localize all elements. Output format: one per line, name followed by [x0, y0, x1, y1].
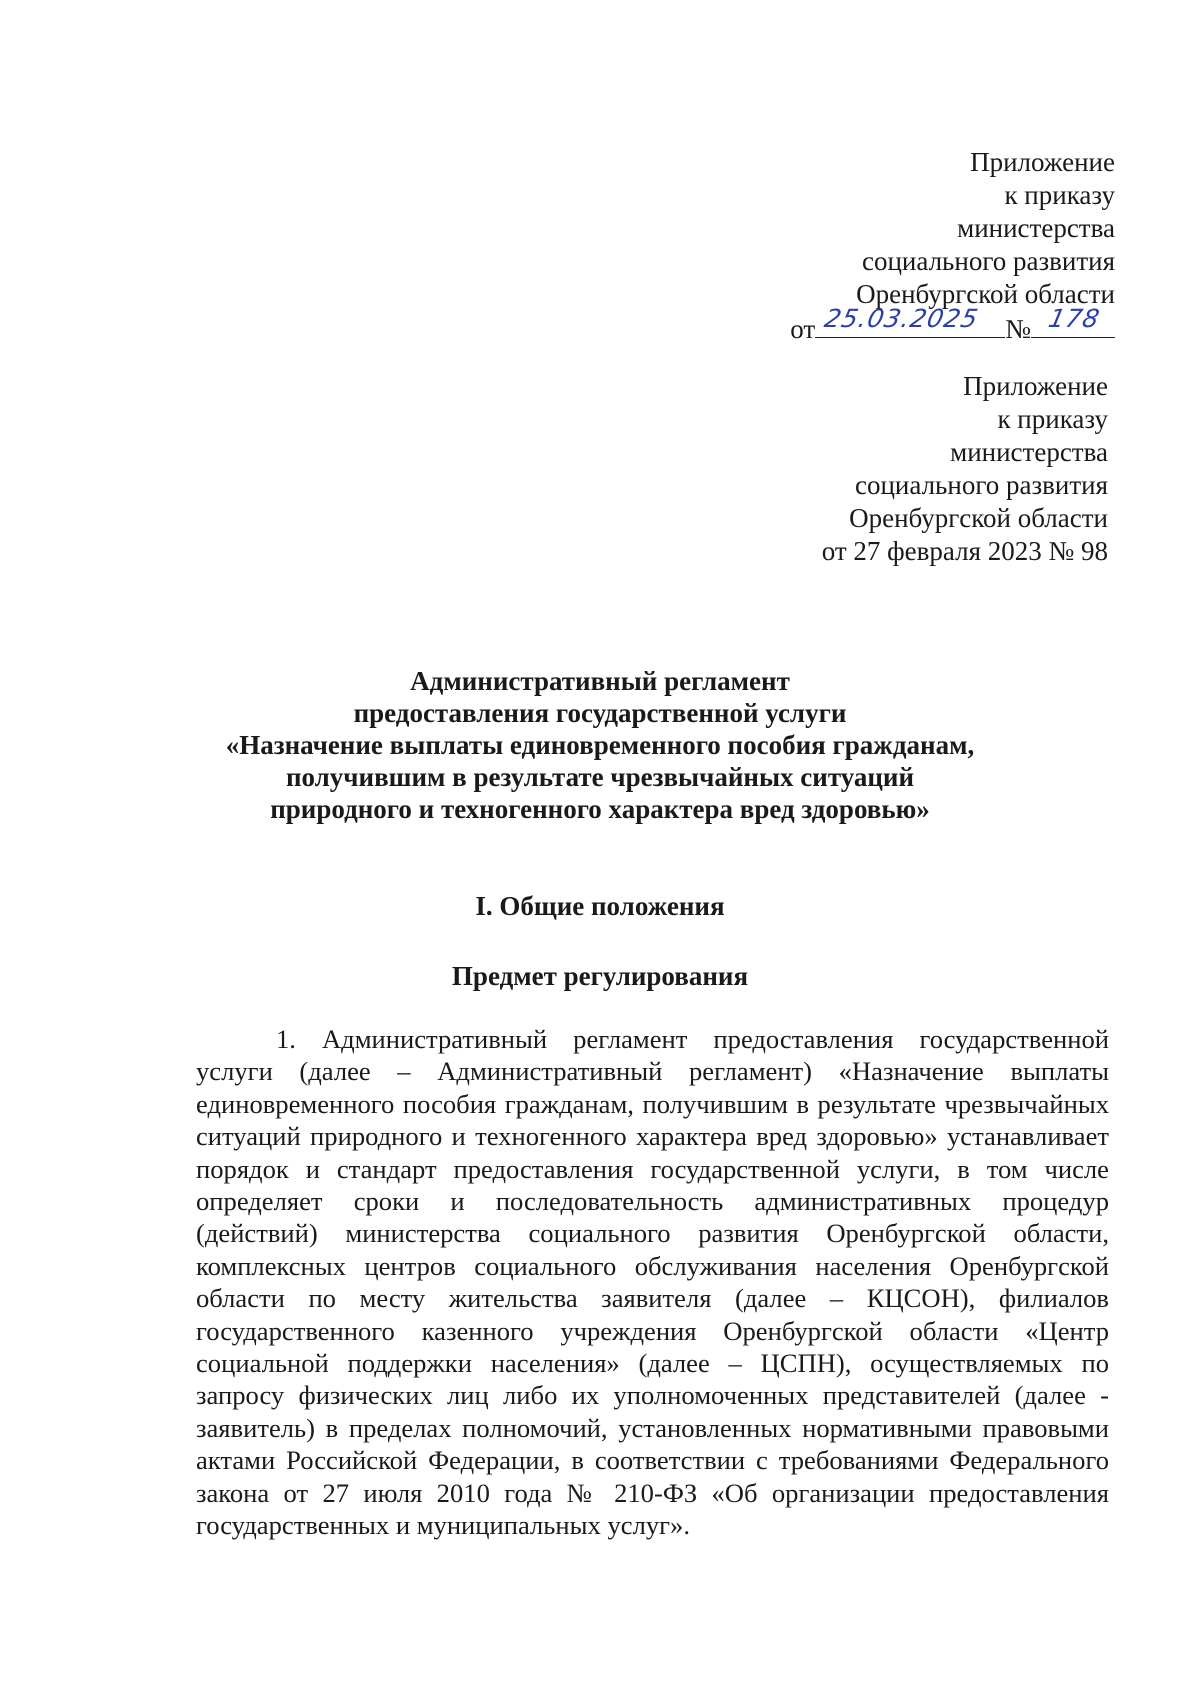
title-line: Административный регламент [410, 666, 790, 696]
date-blank [815, 304, 1005, 338]
appendix-line: министерства [950, 437, 1108, 467]
appendix-line: от 27 февраля 2023 № 98 [821, 536, 1108, 566]
number-blank [1031, 304, 1115, 338]
title-line: природного и техногенного характера вред здоровью» [270, 794, 930, 824]
section-heading: I. Общие положения [475, 891, 725, 921]
appendix-line: Приложение [970, 147, 1115, 177]
handwritten-number: 178 [1045, 304, 1103, 333]
title-line: «Назначение выплаты единовременного пособия гражданам, [225, 730, 975, 760]
appendix-date-line [790, 304, 1115, 346]
appendix-line: к приказу [1004, 180, 1115, 210]
number-sign: № [1005, 314, 1031, 344]
appendix-line: социального развития [854, 470, 1108, 500]
appendix-line: к приказу [997, 404, 1108, 434]
section-subheading: Предмет регулирования [451, 961, 749, 991]
appendix-block-original [822, 370, 1108, 568]
appendix-line: Оренбургской области [849, 503, 1108, 533]
date-prefix: от [790, 314, 816, 344]
title-line: предоставления государственной услуги [353, 698, 847, 728]
appendix-line: Приложение [963, 371, 1108, 401]
appendix-block-new [790, 146, 1115, 346]
appendix-line: социального развития [861, 246, 1115, 276]
appendix-line: министерства [957, 213, 1115, 243]
document-title [140, 665, 1060, 825]
handwritten-date: 25.03.2025 [822, 304, 982, 333]
appendix-line: Оренбургской области [856, 279, 1115, 309]
paragraph-1: 1. Административный регламент предоставления государственной услуги (далее – Административный регламент) «Назначение выплаты единовременного пособия гражданам, получившим в результате чрезвычайных ситуаций природного и техногенного характера вред здоровью» устанавливает порядок и стандарт предоставления государственной услуги, в том числе определяет сроки и последовательность административных процедур (действий) министерства социального развития Оренбургской области, комплексных центров социального обслуживания населения Оренбургской области по месту жительства заявителя (далее – КЦСОН), филиалов государственного казенного учреждения Оренбургской области «Центр социальной поддержки населения» (далее – ЦСПН), осуществляемых по запросу физических лиц либо их уполномоченных представителей (далее - заявитель) в пределах полномочий, установленных нормативными правовыми актами Российской Федерации, в соответствии с требованиями Федерального закона от 27 июля 2010 года № 210-ФЗ «Об организации предоставления государственных и муниципальных услуг». [196, 1024, 1109, 1541]
title-line: получившим в результате чрезвычайных ситуаций [285, 762, 915, 792]
